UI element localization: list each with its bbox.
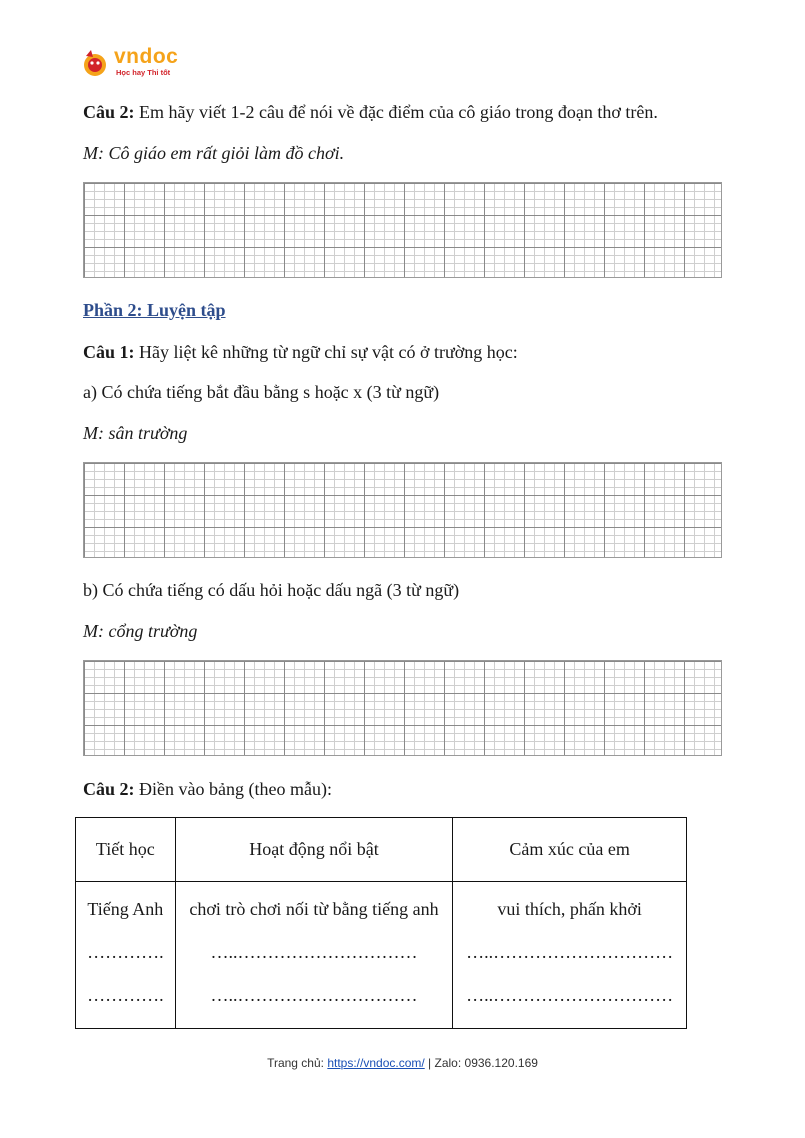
part2-question-1a-example: M: sân trường	[83, 423, 188, 443]
question-text: Điền vào bảng (theo mẫu):	[134, 779, 332, 799]
cell-blank: ………….	[87, 942, 164, 962]
table-cell-feeling[interactable]	[453, 882, 687, 1029]
mascot-logo-icon	[80, 48, 110, 78]
table-row	[76, 882, 687, 1029]
question-2-intro	[83, 101, 658, 123]
question-label: Câu 2:	[83, 102, 135, 122]
cell-sample: Tiếng Anh	[87, 899, 164, 919]
logo-brand: vndoc	[114, 45, 179, 68]
footer-suffix: | Zalo: 0936.120.169	[424, 1056, 538, 1070]
writing-grid-3[interactable]	[83, 660, 722, 756]
part2-question-1b-example: M: cổng trường	[83, 621, 198, 641]
cell-sample: vui thích, phấn khởi	[497, 899, 642, 919]
part2-question-2	[83, 778, 332, 800]
section-heading: Phần 2: Luyện tập	[83, 300, 226, 320]
part2-question-1b: b) Có chứa tiếng có dấu hỏi hoặc dấu ngã (3 từ ngữ)	[83, 580, 460, 600]
cell-sample: chơi trò chơi nối từ bằng tiếng anh	[189, 899, 439, 919]
table-header-cell: Tiết học	[76, 818, 176, 882]
homepage-link[interactable]: https://vndoc.com/	[327, 1056, 425, 1070]
table-header-cell: Hoạt động nổi bật	[175, 818, 453, 882]
table-cell-activity[interactable]	[175, 882, 453, 1029]
cell-blank: …..…………………………	[210, 942, 418, 962]
cell-blank: ………….	[87, 985, 164, 1005]
writing-grid-2[interactable]	[83, 462, 722, 558]
vndoc-logo	[80, 46, 190, 82]
cell-blank: …..…………………………	[466, 942, 674, 962]
part2-question-1a: a) Có chứa tiếng bắt đầu bằng s hoặc x (3 từ ngữ)	[83, 382, 440, 402]
question-text: Em hãy viết 1-2 câu để nói về đặc điểm của cô giáo trong đoạn thơ trên.	[134, 102, 658, 122]
page-footer	[0, 1056, 805, 1070]
writing-grid-1[interactable]	[83, 182, 722, 278]
footer-prefix: Trang chủ:	[267, 1056, 328, 1070]
table-header-row	[76, 818, 687, 882]
table-header-cell: Cảm xúc của em	[453, 818, 687, 882]
question-label: Câu 2:	[83, 779, 135, 799]
logo-tagline: Học hay Thi tốt	[116, 68, 171, 77]
table-cell-subject[interactable]	[76, 882, 176, 1029]
answer-table	[75, 817, 687, 1029]
cell-blank: …..…………………………	[466, 985, 674, 1005]
question-text: Hãy liệt kê những từ ngữ chỉ sự vật có ở trường học:	[134, 342, 518, 362]
question-label: Câu 1:	[83, 342, 135, 362]
part2-question-1	[83, 341, 518, 363]
cell-blank: …..…………………………	[210, 985, 418, 1005]
question-2-example: M: Cô giáo em rất giỏi làm đồ chơi.	[83, 143, 345, 163]
